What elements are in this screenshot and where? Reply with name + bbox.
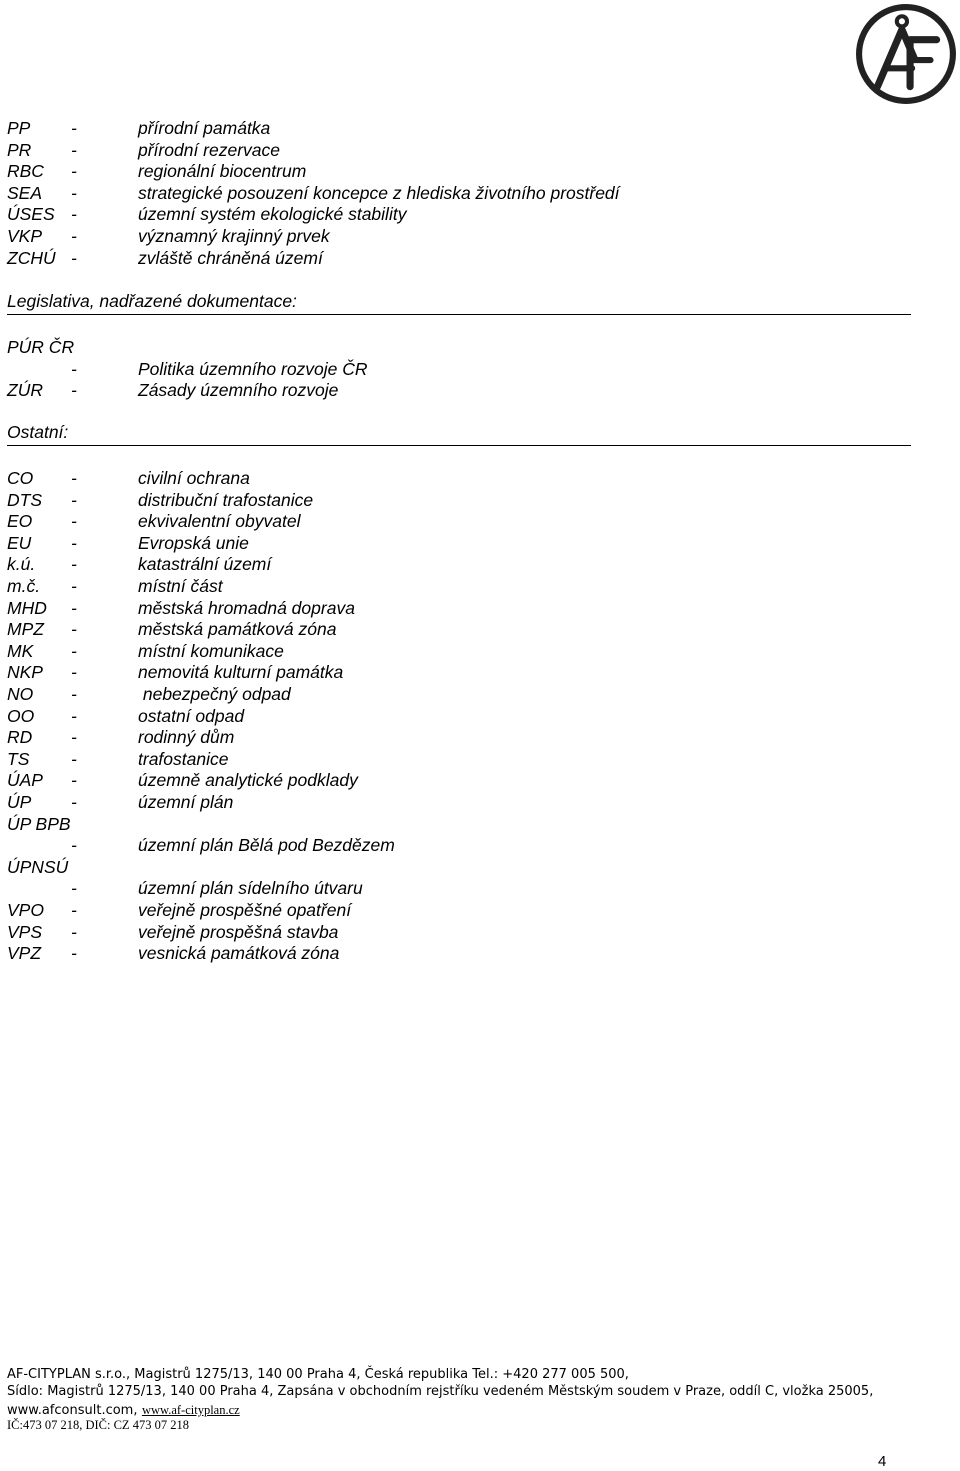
- abbreviation-meaning: územní plán Bělá pod Bezdězem: [138, 835, 395, 856]
- separator-dash: -: [71, 878, 77, 899]
- separator-dash: -: [71, 511, 77, 532]
- abbreviation: VPS: [7, 921, 43, 942]
- separator-dash: -: [71, 161, 77, 182]
- separator-dash: -: [71, 900, 77, 920]
- abbreviation-meaning: přírodní památka: [138, 118, 271, 138]
- separator-dash: -: [71, 705, 77, 726]
- separator-dash: -: [71, 619, 77, 640]
- separator-dash: -: [71, 576, 77, 596]
- abbreviation: ÚSES: [7, 204, 55, 225]
- abbreviation-meaning: civilní ochrana: [138, 468, 250, 488]
- section-heading-ostatni: Ostatní:: [7, 421, 911, 446]
- abbreviation-meaning: místní část: [138, 576, 223, 596]
- separator-dash: -: [71, 139, 77, 160]
- abbreviation: m.č.: [7, 576, 41, 596]
- abbreviation: EO: [7, 511, 33, 532]
- footer-tax-ids: IČ:473 07 218, DIČ: CZ 473 07 218: [7, 1418, 189, 1432]
- separator-dash: -: [71, 684, 77, 704]
- section-heading-legislativa: Legislativa, nadřazené dokumentace:: [7, 290, 911, 315]
- separator-dash: -: [71, 182, 77, 203]
- separator-dash: -: [71, 226, 77, 246]
- separator-dash: -: [71, 921, 77, 942]
- separator-dash: -: [71, 204, 77, 225]
- separator-dash: -: [71, 792, 77, 812]
- separator-dash: -: [71, 770, 77, 791]
- abbreviation: PÚR ČR: [7, 337, 75, 357]
- separator-dash: -: [71, 943, 77, 964]
- abbreviation: ÚPNSÚ: [7, 856, 69, 877]
- separator-dash: -: [71, 640, 77, 661]
- abbreviation-meaning: veřejně prospěšná stavba: [138, 921, 339, 942]
- abbreviation: CO: [7, 468, 34, 488]
- separator-dash: -: [71, 532, 77, 553]
- abbreviation-meaning: městská památková zóna: [138, 619, 337, 640]
- abbreviation: MPZ: [7, 619, 44, 640]
- abbreviation: ÚP BPB: [7, 813, 71, 834]
- abbreviation: RBC: [7, 161, 44, 182]
- abbreviation-meaning: územní plán sídelního útvaru: [138, 878, 363, 899]
- separator-dash: -: [71, 597, 77, 618]
- separator-dash: -: [71, 380, 77, 401]
- abbreviation-meaning: katastrální území: [138, 554, 272, 575]
- abbreviation: EU: [7, 532, 32, 553]
- abbreviation: ÚAP: [7, 770, 43, 791]
- separator-dash: -: [71, 727, 77, 748]
- abbreviation: MK: [7, 640, 34, 661]
- abbreviation-meaning: městská hromadná doprava: [138, 597, 355, 618]
- abbreviation: MHD: [7, 597, 47, 618]
- abbreviation: ZCHÚ: [7, 247, 56, 268]
- separator-dash: -: [71, 468, 77, 488]
- abbreviation: PP: [7, 118, 31, 138]
- abbreviation-meaning: nemovitá kulturní památka: [138, 662, 344, 683]
- separator-dash: -: [71, 554, 77, 575]
- abbreviation: ZÚR: [7, 380, 43, 401]
- abbreviation-meaning: zvláště chráněná území: [138, 247, 323, 268]
- separator-dash: -: [71, 748, 77, 769]
- abbreviation-meaning: významný krajinný prvek: [138, 226, 330, 246]
- abbreviation-meaning: přírodní rezervace: [138, 139, 281, 160]
- af-logo-icon: [855, 3, 957, 105]
- abbreviation-meaning: Zásady územního rozvoje: [138, 380, 339, 401]
- abbreviation-meaning: nebezpečný odpad: [138, 684, 291, 704]
- abbreviation: RD: [7, 727, 33, 748]
- abbreviation: DTS: [7, 489, 42, 510]
- footer-website-cityplan-link[interactable]: www.af-cityplan.cz: [141, 1403, 240, 1417]
- footer-websites: [7, 1401, 240, 1419]
- abbreviation: OO: [7, 705, 35, 726]
- abbreviation: ÚP: [7, 792, 32, 812]
- abbreviation-meaning: územní systém ekologické stability: [138, 204, 407, 225]
- abbreviation-meaning: územní plán: [138, 792, 234, 812]
- abbreviation-meaning: veřejně prospěšné opatření: [138, 900, 352, 920]
- abbreviation-meaning: místní komunikace: [138, 640, 284, 661]
- footer-website-afconsult[interactable]: www.afconsult.com,: [7, 1403, 138, 1418]
- abbreviation-meaning: trafostanice: [138, 748, 229, 769]
- separator-dash: -: [71, 118, 77, 138]
- page-number: 4: [878, 1453, 887, 1470]
- abbreviation-meaning: územně analytické podklady: [138, 770, 358, 791]
- abbreviation-meaning: ostatní odpad: [138, 705, 245, 726]
- abbreviation: NO: [7, 684, 34, 704]
- abbreviation-meaning: Evropská unie: [138, 532, 249, 553]
- abbreviation: SEA: [7, 182, 43, 203]
- footer-registration: Sídlo: Magistrů 1275/13, 140 00 Praha 4, Zapsána v obchodním rejstříku vedeném Městským soudem v Praze, oddíl C, vložka 25005,: [7, 1384, 874, 1399]
- abbreviation-meaning: rodinný dům: [138, 727, 235, 748]
- abbreviation-meaning: Politika územního rozvoje ČR: [138, 358, 368, 379]
- abbreviation: VPO: [7, 900, 44, 920]
- separator-dash: -: [71, 662, 77, 683]
- abbreviation: k.ú.: [7, 554, 36, 575]
- abbreviation: PR: [7, 139, 32, 160]
- abbreviation-meaning: distribuční trafostanice: [138, 489, 314, 510]
- abbreviation-meaning: regionální biocentrum: [138, 161, 307, 182]
- separator-dash: -: [71, 247, 77, 268]
- abbreviation: VKP: [7, 226, 43, 246]
- abbreviation: NKP: [7, 662, 43, 683]
- separator-dash: -: [71, 835, 77, 856]
- abbreviation: TS: [7, 748, 30, 769]
- abbreviation-meaning: vesnická památková zóna: [138, 943, 340, 964]
- abbreviation-meaning: strategické posouzení koncepce z hlediska životního prostředí: [138, 182, 620, 203]
- abbreviation: VPZ: [7, 943, 42, 964]
- abbreviation-meaning: ekvivalentní obyvatel: [138, 511, 301, 532]
- footer-company-address: AF-CITYPLAN s.r.o., Magistrů 1275/13, 140 00 Praha 4, Česká republika Tel.: +420 277 005 500,: [7, 1367, 629, 1382]
- separator-dash: -: [71, 489, 77, 510]
- separator-dash: -: [71, 358, 77, 379]
